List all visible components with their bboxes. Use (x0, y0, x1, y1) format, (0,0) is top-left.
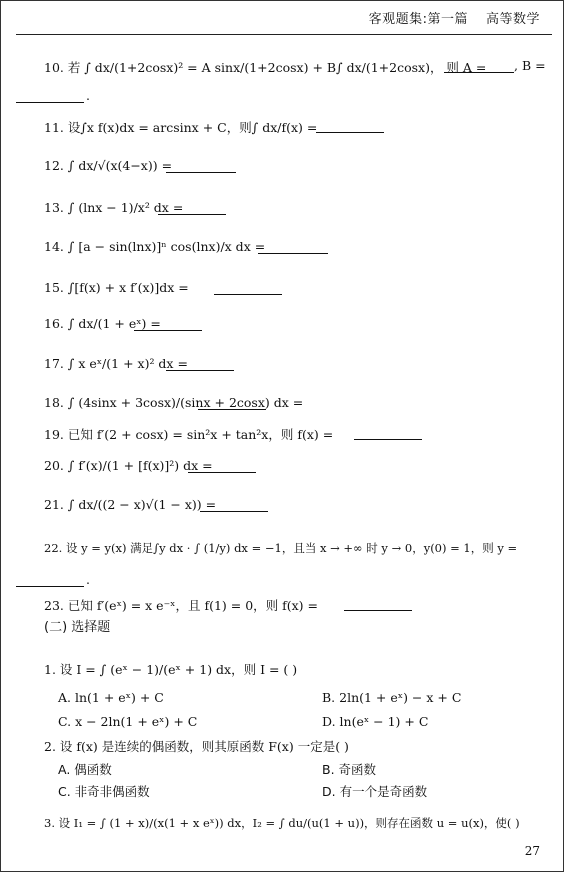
choice-2-option-a[interactable]: A. 偶函数 (58, 762, 112, 777)
question-10-text: 10. 若 ∫ dx/(1+2cosx)² = A sinx/(1+2cosx) + B∫ dx/(1+2cosx)， 则 A = (44, 60, 487, 75)
answer-blank[interactable] (166, 172, 236, 173)
header-separator: : (422, 12, 428, 27)
choice-1-option-b[interactable]: B. 2ln(1 + eˣ) − x + C (322, 690, 462, 705)
answer-blank[interactable] (214, 294, 282, 295)
question-12-text: 12. ∫ dx/√(x(4−x)) = (44, 158, 173, 173)
choice-1-option-c[interactable]: C. x − 2ln(1 + eˣ) + C (58, 714, 198, 729)
answer-blank-a[interactable] (444, 72, 514, 73)
answer-blank[interactable] (200, 511, 268, 512)
header-rule (16, 34, 552, 35)
question-15-text: 15. ∫[f(x) + x f′(x)]dx = (44, 280, 189, 295)
question-22-text: 22. 设 y = y(x) 满足∫y dx · ∫ (1/y) dx = −1，且当 x → +∞ 时 y → 0，y(0) = 1，则 y = (44, 541, 518, 555)
answer-blank[interactable] (344, 610, 412, 611)
section-title: (二) 选择题 (44, 620, 111, 635)
question-16-text: 16. ∫ dx/(1 + eˣ) = (44, 316, 161, 331)
question-21-text: 21. ∫ dx/((2 − x)√(1 − x)) = (44, 497, 217, 512)
answer-blank[interactable] (258, 253, 328, 254)
question-10-text-b: , B = (514, 58, 546, 73)
question-17-text: 17. ∫ x eˣ/(1 + x)² dx = (44, 356, 188, 371)
choice-1-option-a[interactable]: A. ln(1 + eˣ) + C (58, 690, 164, 705)
answer-blank[interactable] (158, 214, 226, 215)
part-title: 第一篇 (427, 12, 468, 27)
book-title: 客观题集 (368, 12, 423, 27)
choice-2-stem: 2. 设 f(x) 是连续的偶函数，则其原函数 F(x) 一定是( ) (44, 739, 349, 754)
question-22-end: . (86, 572, 90, 587)
answer-blank[interactable] (188, 472, 256, 473)
choice-2-option-c[interactable]: C. 非奇非偶函数 (58, 784, 150, 799)
answer-blank[interactable] (16, 586, 84, 587)
question-10-end: . (86, 88, 90, 103)
subject-title: 高等数学 (485, 12, 540, 27)
question-20-text: 20. ∫ f′(x)/(1 + [f(x)]²) dx = (44, 458, 213, 473)
question-14-text: 14. ∫ [a − sin(lnx)]ⁿ cos(lnx)/x dx = (44, 239, 266, 254)
question-19-text: 19. 已知 f′(2 + cosx) = sin²x + tan²x，则 f(x) = (44, 427, 334, 442)
answer-blank[interactable] (354, 439, 422, 440)
answer-blank-b[interactable] (16, 102, 84, 103)
page-number: 27 (524, 844, 540, 858)
answer-blank[interactable] (198, 409, 266, 410)
question-18-text: 18. ∫ (4sinx + 3cosx)/(sinx + 2cosx) dx = (44, 395, 304, 410)
answer-blank[interactable] (134, 330, 202, 331)
choice-1-option-d[interactable]: D. ln(eˣ − 1) + C (322, 714, 429, 729)
choice-1-stem: 1. 设 I = ∫ (eˣ − 1)/(eˣ + 1) dx，则 I = ( ) (44, 662, 298, 677)
choice-3-stem: 3. 设 I₁ = ∫ (1 + x)/(x(1 + x eˣ)) dx，I₂ = ∫ du/(u(1 + u))，则存在函数 u = u(x)，使( ) (44, 816, 520, 830)
answer-blank[interactable] (316, 132, 384, 133)
running-header (369, 8, 540, 27)
question-13-text: 13. ∫ (lnx − 1)/x² dx = (44, 200, 184, 215)
choice-2-option-b[interactable]: B. 奇函数 (322, 762, 377, 777)
question-23-text: 23. 已知 f′(eˣ) = x e⁻ˣ，且 f(1) = 0，则 f(x) = (44, 598, 319, 613)
answer-blank[interactable] (166, 370, 234, 371)
question-11-text: 11. 设∫x f(x)dx = arcsinx + C，则∫ dx/f(x) = (44, 120, 318, 135)
choice-2-option-d[interactable]: D. 有一个是奇函数 (322, 784, 428, 799)
